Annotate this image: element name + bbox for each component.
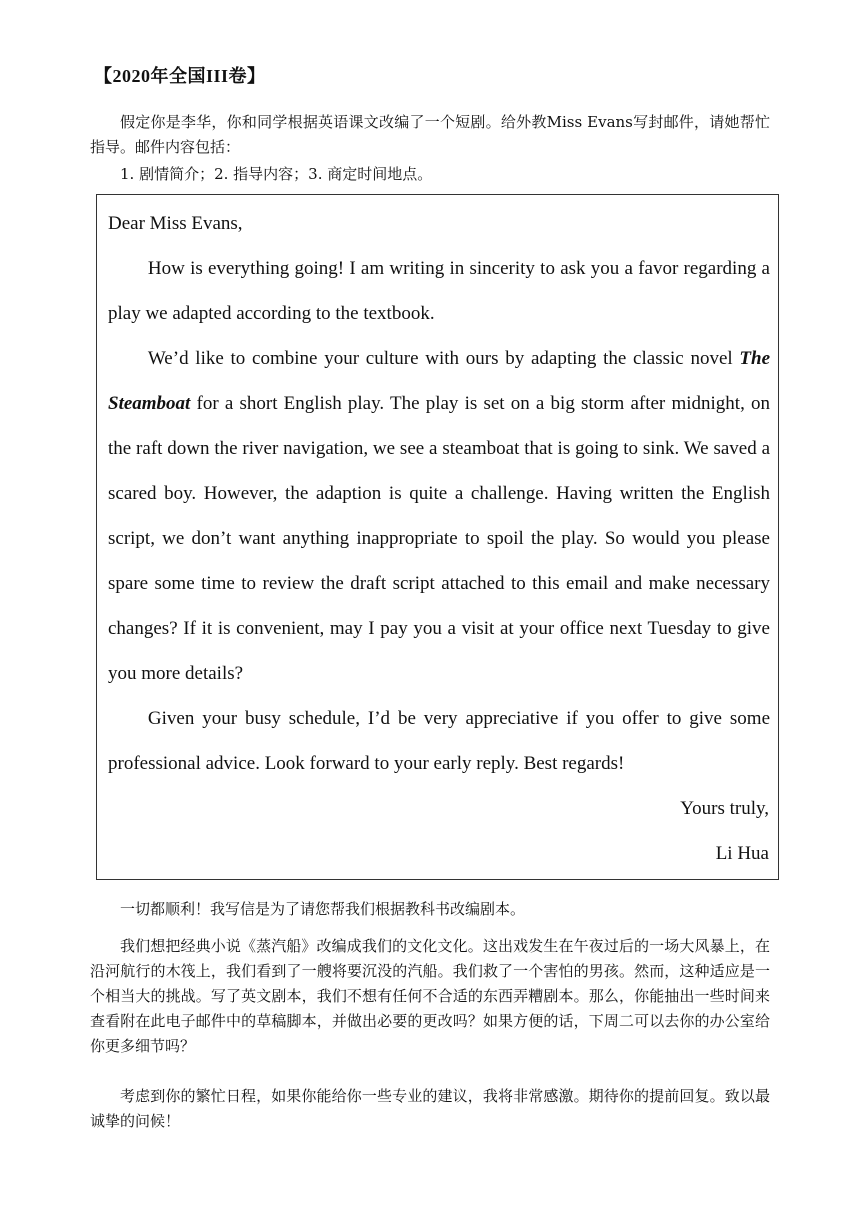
translation-paragraph-1: 一切都顺利！我写信是为了请您帮我们根据教科书改编剧本。	[120, 900, 526, 918]
letter-closing: Yours truly,	[680, 798, 769, 819]
novel-title: The Steamboat	[108, 348, 770, 414]
task-instructions: 假定你是李华，你和同学根据英语课文改编了一个短剧。给外教Miss Evans写封邮件，请她帮忙指导。邮件内容包括：	[90, 113, 770, 156]
letter-signature: Li Hua	[715, 843, 769, 864]
translation-paragraph-3: 考虑到你的繁忙日程，如果你能给你一些专业的建议，我将非常感激。期待你的提前回复。致以最诚挚的问候！	[90, 1087, 770, 1130]
exam-heading: 【2020年全国III卷】	[94, 66, 266, 86]
letter-paragraph-3: Given your busy schedule, I’d be very appreciative if you offer to give some professional advice. Look forward to your early reply. Best regards!	[108, 708, 770, 774]
translation-paragraph-2: 我们想把经典小说《蒸汽船》改编成我们的文化文化。这出戏发生在午夜过后的一场大风暴上，在沿河航行的木筏上，我们看到了一艘将要沉没的汽船。我们救了一个害怕的男孩。然而，这种适应是一个相当大的挑战。写了英文剧本，我们不想有任何不合适的东西弄糟剧本。那么，你能抽出一些时间来查看附在此电子邮件中的草稿脚本，并做出必要的更改吗？如果方便的话，下周二可以去你的办公室给你更多细节吗？	[90, 937, 770, 1055]
paragraph-2-body: for a short English play. The play is set on a big storm after midnight, on the raft down the river navigation, we see a steamboat that is going to sink. We saved a scared boy. However, the adaption is quite a challenge. Having written the English script, we don’t want anything inappropriate to spoil the play. So would you please spare some time to review the draft script attached to this email and make necessary changes? If it is convenient, may I pay you a visit at your office next Tuesday to give you more details?	[108, 393, 770, 684]
letter-greeting: Dear Miss Evans,	[108, 213, 243, 234]
task-points: 1. 剧情简介；2. 指导内容；3. 商定时间地点。	[120, 165, 433, 183]
paragraph-2-intro: We’d like to combine your culture with ours by adapting the classic novel	[147, 348, 740, 369]
letter-paragraph-1: How is everything going! I am writing in sincerity to ask you a favor regarding a play we adapted according to the textbook.	[108, 258, 770, 324]
letter-box	[96, 194, 779, 880]
letter-paragraph-2	[108, 336, 770, 696]
